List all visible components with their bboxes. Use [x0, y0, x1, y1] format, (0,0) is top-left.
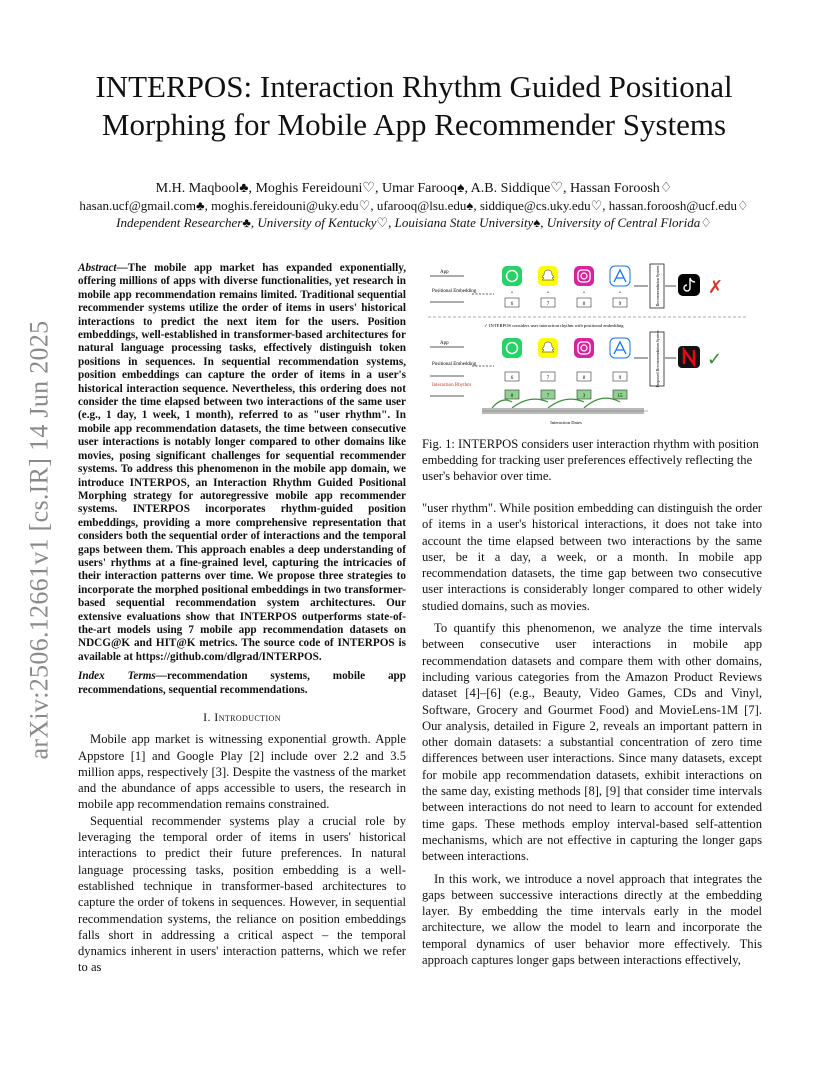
- label-positional-bottom: Positional Embedding: [432, 362, 477, 367]
- author-block: [60, 180, 768, 231]
- label-app-bottom: App: [440, 341, 449, 346]
- rhythm-arc-4: [584, 398, 620, 408]
- right-paragraph-2: To quantify this phenomenon, we analyze the time intervals between consecutive user interactions in mobile app recommendation datasets and compare them with other domains, including various categories from the Amazon Product Reviews dataset [4]–[6] (e.g., Beauty, Video Games, CDs and Vinyl, Software, Grocery and Gourmet Food) and MovieLens-1M [7]. Our analysis, detailed in Figure 2, reveals an important pattern in other domain datasets: a substantial concentration of zero time differences between user interactions. Since many datasets, except for mobile app recommendation datasets, exhibit interactions on the same day, existing methods [8], [9] that consider time intervals between interactions do not need to learn to account for extended time gaps. These methods employ interval-based self-attention mechanisms, which are not effective in capturing the longer gaps between interactions.: [422, 621, 762, 864]
- rhythm-arc-2: [512, 399, 548, 408]
- model-label-bottom: Proposed Recommendation System: [655, 330, 660, 388]
- section-heading-introduction: I. Introduction: [203, 710, 281, 724]
- rhythm-value-3: 3: [582, 394, 586, 399]
- index-terms-text: —recommendation systems, mobile app recommendations, sequential recommendations.: [78, 670, 406, 696]
- abstract-lead: Abstract: [78, 262, 117, 274]
- rhythm-value-1: 0: [510, 394, 514, 399]
- arxiv-identifier: [22, 310, 56, 770]
- figure-1-caption: Fig. 1: INTERPOS considers user interaction rhythm with position embedding for tracking user preferences effectively reflecting the user's behavior over time.: [422, 437, 759, 483]
- abstract-text: —The mobile app market has expanded exponentially, offering millions of apps with diverse functionalities, yet research in mobile app recommendation remains limited. Traditional sequential recommender systems utilize the order of items in users' historical interactions to predict the next item for the users. Position embeddings, well-established in transformer-based architectures for natural language processing tasks, effectively distinguish token positions in sequences. In sequential recommendation systems, position embeddings can capture the order of items in a user's historical interaction sequence. Nevertheless, this ordering does not consider the time elapsed between two interactions of the same user (e.g., 1 day, 1 week, 1 month), referred to as "user rhythm". In mobile app recommendation datasets, the time between consecutive user interactions is notably longer compared to other domains like movies, posing significant challenges for sequential recommender systems. To address this phenomenon in the mobile app domain, we introduce INTERPOS, an Interaction Rhythm Guided Positional Morphing strategy for autoregressive mobile app recommender systems. INTERPOS incorporates rhythm-guided position embeddings, providing a more comprehensive representation that considers both the sequential order of interactions and the temporal gaps between them. This approach enables a deep understanding of users' rhythms at a fine-grained level, capturing the intricacies of their interaction patterns over time. We propose three strategies to incorporate the morphed positional embeddings in two transformer-based sequential recommendation system architectures. Our extensive evaluations show that INTERPOS outperforms state-of-the-art models using 7 mobile app recommendation datasets on NDCG@K and HIT@K metrics. The source code of INTERPOS is available at https://github.com/dlgrad/INTERPOS.: [78, 262, 406, 663]
- timeline-label: Interaction Dates: [550, 420, 582, 425]
- position-bottom-1: 6: [510, 376, 514, 381]
- intro-paragraph-1: Mobile app market is witnessing exponential growth. Apple Appstore [1] and Google Play [2] include over 2.2 and 3.5 million apps, respectively [3]. Despite the vastness of the market and the abundance of apps accessible to users, the research in mobile app recommendation remains constrained.: [78, 732, 406, 812]
- dot-top-3: •: [583, 291, 585, 296]
- right-column: [422, 262, 762, 968]
- position-bottom-2: 7: [546, 376, 550, 381]
- right-paragraph-3: In this work, we introduce a novel approach that integrates the gaps between successive interactions directly at the embedding layer. By embedding the time intervals early in the model architecture, we allow the model to learn and incorporate the temporal dynamics of user behavior more effectively. This approach captures longer gaps between interactions effectively,: [422, 871, 762, 968]
- figure-1-diagram: [422, 262, 762, 432]
- rhythm-arc-3: [548, 399, 584, 408]
- index-terms-lead: Index Terms: [78, 670, 156, 683]
- author-names: M.H. Maqbool♣, Moghis Fereidouni♡, Umar Farooq♠, A.B. Siddique♡, Hassan Foroosh♢: [155, 181, 673, 196]
- label-positional-top: Positional Embedding: [432, 289, 477, 294]
- dot-top-2: •: [547, 291, 549, 296]
- rhythm-value-2: 7: [546, 394, 550, 399]
- position-bottom-4: 9: [618, 376, 622, 381]
- position-bottom-3: 8: [582, 376, 586, 381]
- divider-caption: ✓ INTERPOS considers user interaction rhythm with positional embedding: [484, 323, 624, 328]
- tiktok-icon: [678, 274, 700, 296]
- figure-1: [422, 262, 762, 432]
- position-top-2: 7: [546, 302, 550, 307]
- right-paragraph-1: "user rhythm". While position embedding can distinguish the order of items in a user's historical interactions, it does not take into account the time elapsed between two interactions by the same user, be it a day, a week, or a month. In mobile app recommendation datasets, the time gap between two consecutive user interactions is considerably longer compared to other widely studied domains, such as movies.: [422, 501, 762, 613]
- rhythm-arc-1: [492, 400, 512, 408]
- model-label-top: Recommendation System: [655, 265, 660, 307]
- left-column: [78, 262, 406, 976]
- author-emails: hasan.ucf@gmail.com♣, moghis.fereidouni@uky.edu♡, ufarooq@lsu.edu♠, siddique@cs.uky.edu♡, hassan.foroosh@ucf.edu♢: [79, 198, 749, 213]
- intro-paragraph-2: Sequential recommender systems play a crucial role by leveraging the temporal order of items in users' historical interactions to predict their future preferences. In natural language processing tasks, position embedding is a well-established technique in transformer-based architectures to capture the order of tokens in sequences. However, in sequential recommendation systems, the reliance on position embeddings falls short in addressing a critical aspect – the temporal dynamics inherent in users' interaction patterns, which we refer to as: [78, 813, 406, 975]
- position-top-1: 6: [510, 302, 514, 307]
- label-app-top: App: [440, 270, 449, 275]
- whatsapp-icon-bottom: [502, 338, 522, 358]
- instagram-icon: [574, 266, 594, 286]
- author-affiliations: Independent Researcher♣, University of Kentucky♡, Louisiana State University♠, University of Central Florida♢: [116, 215, 712, 230]
- whatsapp-icon: [502, 266, 522, 286]
- label-rhythm: Interaction Rhythm: [432, 383, 472, 388]
- title-line-1: INTERPOS: Interaction Rhythm Guided Positional: [95, 69, 733, 104]
- title-line-2: Morphing for Mobile App Recommender Systems: [101, 107, 727, 142]
- paper-title: [60, 68, 768, 144]
- abstract: [78, 262, 406, 664]
- right-mark-icon: ✓: [707, 349, 723, 370]
- dot-top-4: •: [619, 291, 621, 296]
- index-terms: [78, 670, 406, 697]
- rhythm-value-4: 15: [617, 394, 623, 399]
- instagram-icon-bottom: [574, 338, 594, 358]
- position-top-3: 8: [582, 302, 586, 307]
- wrong-mark-icon: ✗: [708, 277, 724, 298]
- dot-top-1: •: [511, 291, 513, 296]
- arxiv-identifier-text: arXiv:2506.12661v1 [cs.IR] 14 Jun 2025: [24, 320, 54, 760]
- position-top-4: 9: [618, 302, 622, 307]
